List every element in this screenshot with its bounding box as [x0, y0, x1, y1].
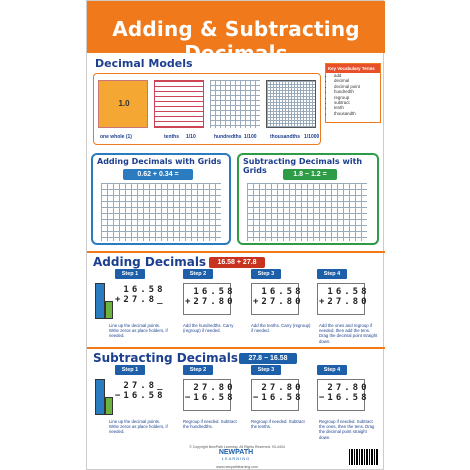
- sub-note-3: Regroup if needed. Subtract the tenths.: [251, 419, 305, 430]
- add-grid-panel: [91, 153, 231, 245]
- sub-step2-digits: 27.80 −16.58: [185, 383, 236, 403]
- whole-model: [98, 80, 148, 128]
- sub-step1-digits: 27.8_ −16.58: [115, 381, 166, 401]
- add-note-4: Add the ones and regroup if needed, then add the tens. Drag the decimal point straight down.: [319, 323, 378, 344]
- hundredths-model: [210, 80, 260, 128]
- divider: [87, 347, 385, 349]
- sub-grid-eq: 1.8 − 1.2 =: [283, 169, 337, 180]
- sub-step-2: Step 2: [183, 365, 213, 375]
- label-hundredths: hundredths: [214, 134, 242, 140]
- whole-value: 1.0: [118, 99, 130, 108]
- sub-step-1: Step 1: [115, 365, 145, 375]
- models-panel: [93, 73, 321, 145]
- footer-copyright: © Copyright NewPath Learning. All Rights Reserved. 93-4404: [189, 445, 285, 449]
- brand-bottom: LEARNING: [221, 456, 251, 461]
- add-grid-heading: Adding Decimals with Grids: [97, 157, 222, 166]
- add-step-1: Step 1: [115, 269, 145, 279]
- add-grid-eq: 0.62 + 0.34 =: [123, 169, 193, 180]
- sub-note-4: Regroup if needed. Subtract the ones, then the tens. Drag the decimal point straight down.: [319, 419, 375, 440]
- fraction-hundredths: 1/100: [244, 134, 257, 140]
- label-tenths: tenths: [164, 134, 179, 140]
- vocab-list: [326, 73, 380, 116]
- barcode: [349, 449, 379, 465]
- sub-grid: [247, 183, 367, 241]
- add-note-3: Add the tenths. Carry (regroup) if needed.: [251, 323, 311, 334]
- sub-step3-digits: 27.80 −16.58: [253, 383, 304, 403]
- fraction-thousandths: 1/1000: [304, 134, 320, 140]
- adding-heading: Adding Decimals: [93, 255, 207, 269]
- poster: [86, 0, 384, 470]
- add-grid: [101, 183, 221, 241]
- vocab-item: • add: [334, 73, 380, 78]
- sub-block-ones: [105, 397, 113, 415]
- divider: [87, 251, 385, 253]
- poster-title: Adding & Subtracting Decimals: [112, 17, 360, 65]
- sub-step-4: Step 4: [317, 365, 347, 375]
- add-step2-digits: 16.58 +27.80: [185, 287, 236, 307]
- add-block-ones: [105, 301, 113, 319]
- label-whole: one whole (1): [100, 134, 132, 140]
- add-note-1: Line up the decimal points. Write zeros as place holders, if needed.: [109, 323, 168, 339]
- vocab-item: • subtract: [334, 100, 380, 105]
- brand-logo: [207, 449, 265, 465]
- add-step-3: Step 3: [251, 269, 281, 279]
- add-step-4: Step 4: [317, 269, 347, 279]
- tenths-model: [154, 80, 204, 128]
- vocab-box: [325, 63, 381, 123]
- vocab-item: • hundredth: [334, 89, 380, 94]
- brand-top: NEWPATH: [218, 449, 254, 456]
- vocab-item: • thousandth: [334, 111, 380, 116]
- add-step1-digits: 16.58 +27.8_: [115, 285, 166, 305]
- sub-grid-panel: [237, 153, 379, 245]
- sub-note-2: Regroup if needed. Subtract the hundredths.: [183, 419, 237, 430]
- sub-step4-digits: 27.80 −16.58: [319, 383, 370, 403]
- sub-step-3: Step 3: [251, 365, 281, 375]
- subtracting-eq: 27.8 − 16.58: [239, 353, 297, 364]
- sub-grid-heading: Subtracting Decimals with Grids: [243, 157, 363, 175]
- label-thousandths: thousandths: [270, 134, 300, 140]
- add-note-2: Add the hundredths. Carry (regroup) if needed.: [183, 323, 234, 334]
- thousandths-model: [266, 80, 316, 128]
- models-heading: Decimal Models: [95, 57, 193, 70]
- add-step-2: Step 2: [183, 269, 213, 279]
- adding-eq: 16.58 + 27.8: [209, 257, 265, 268]
- vocab-item: • decimal: [334, 78, 380, 83]
- add-block-tens: [95, 283, 105, 319]
- footer-url: www.newpathlearning.com: [216, 465, 258, 469]
- fraction-tenths: 1/10: [186, 134, 196, 140]
- sub-note-1: Line up the decimal points. Write zeros as place holders, if needed.: [109, 419, 168, 435]
- subtracting-heading: Subtracting Decimals: [93, 351, 238, 365]
- add-step4-digits: 16.58 +27.80: [319, 287, 370, 307]
- vocab-item: • regroup: [334, 95, 380, 100]
- sub-block-tens: [95, 379, 105, 415]
- vocab-item: • tenth: [334, 105, 380, 110]
- vocab-heading: Key Vocabulary Terms: [326, 64, 380, 73]
- vocab-item: • decimal point: [334, 84, 380, 89]
- add-step3-digits: 16.58 +27.80: [253, 287, 304, 307]
